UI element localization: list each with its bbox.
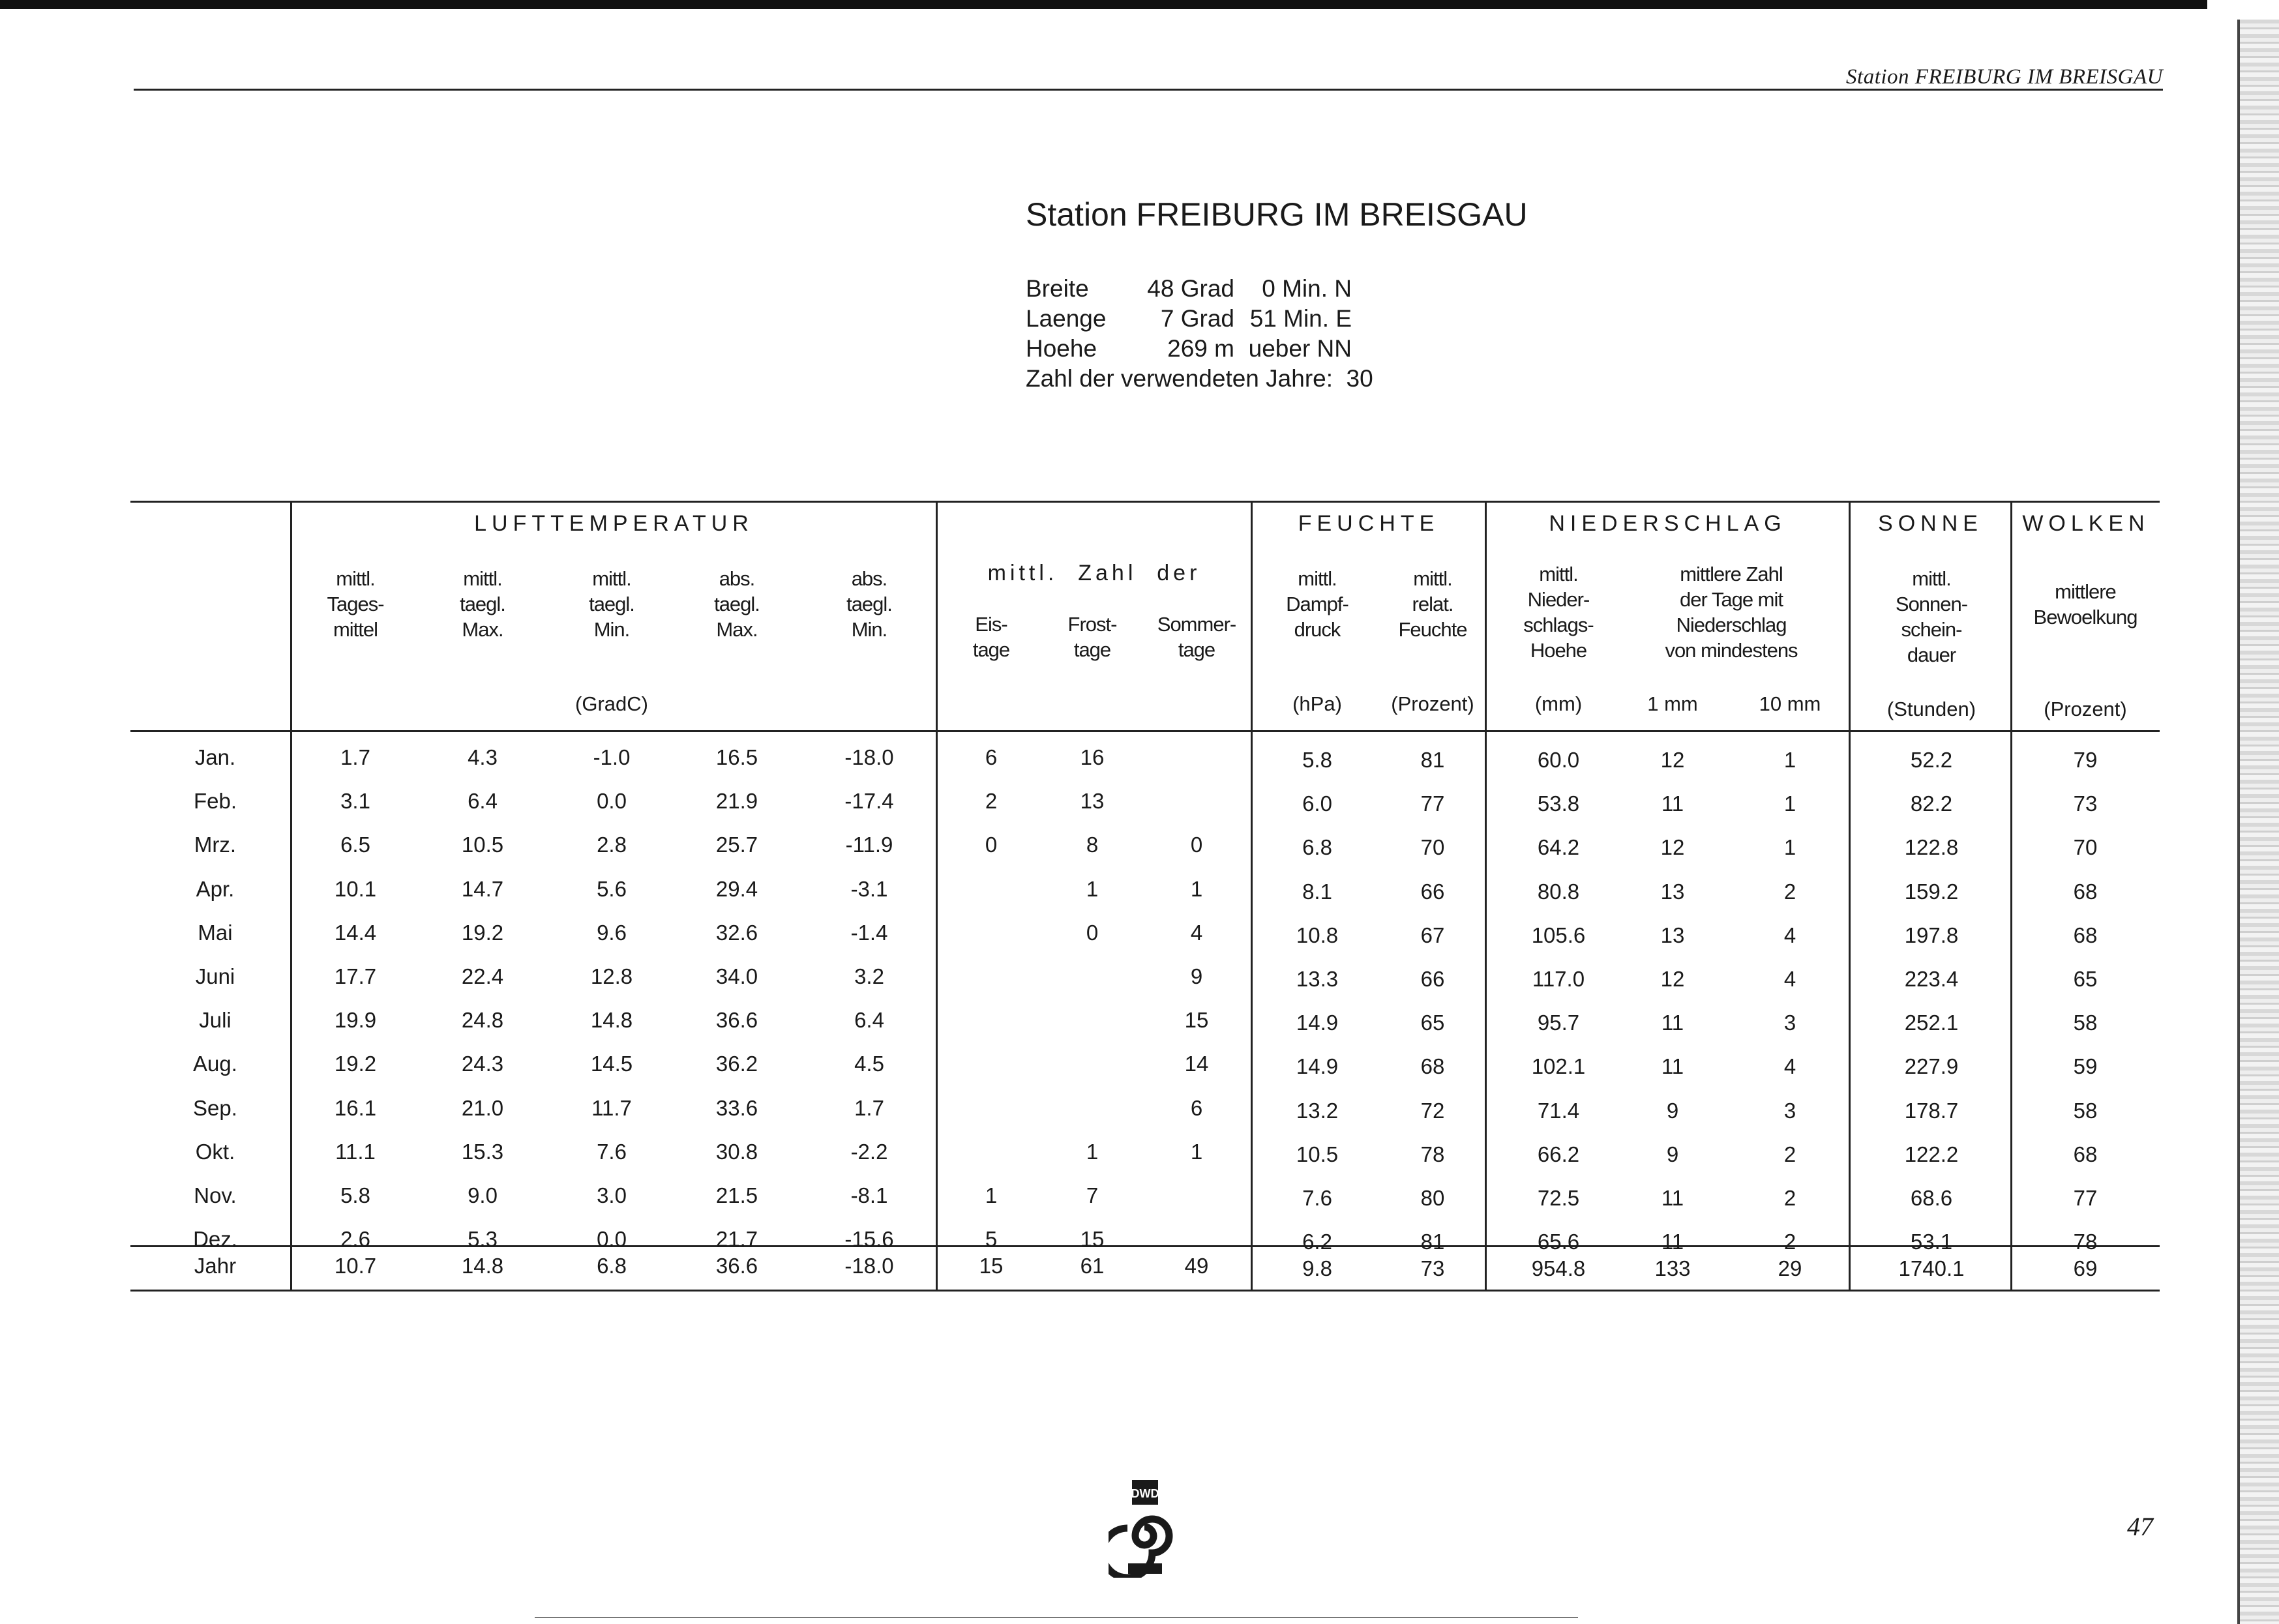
climate-table bbox=[130, 501, 2160, 1296]
altitude-label: Hoehe bbox=[1026, 335, 1097, 362]
table-cell: 14.9 bbox=[1296, 1011, 1339, 1035]
header-line: Min. bbox=[851, 618, 887, 641]
table-cell: 0 bbox=[1086, 920, 1099, 945]
header-line: von mindestens bbox=[1665, 639, 1798, 662]
table-cell: 0 bbox=[1190, 833, 1203, 857]
table-cell: -1.4 bbox=[850, 920, 888, 945]
table-cell: 73 bbox=[2073, 791, 2098, 816]
table-cell: 81 bbox=[1420, 748, 1445, 772]
month-label: Aug. bbox=[193, 1052, 237, 1076]
table-cell: 15 bbox=[1184, 1008, 1209, 1033]
table-cell: 4 bbox=[1783, 923, 1796, 947]
table-cell: 32.6 bbox=[715, 920, 758, 945]
table-cell: 13 bbox=[1660, 923, 1685, 947]
table-cell: 4.5 bbox=[854, 1052, 884, 1076]
header-line: relat. bbox=[1412, 593, 1453, 615]
table-cell: 1 bbox=[1086, 876, 1099, 901]
latitude-minutes: 0 Min. N bbox=[1262, 275, 1352, 302]
table-cell: 7 bbox=[1086, 1183, 1099, 1207]
month-label: Dez. bbox=[193, 1227, 237, 1252]
table-cell: 6.4 bbox=[468, 789, 498, 814]
unit-stunden: (Stunden) bbox=[1886, 698, 1976, 720]
table-cell: 9.6 bbox=[597, 920, 627, 945]
table-cell: 10.8 bbox=[1296, 923, 1339, 947]
table-cell: 1 bbox=[1190, 1139, 1203, 1164]
unit-mm: (mm) bbox=[1534, 692, 1583, 715]
longitude-label: Laenge bbox=[1026, 305, 1107, 332]
table-cell: 159.2 bbox=[1904, 879, 1959, 904]
month-label: Jan. bbox=[194, 745, 236, 769]
unit-temp: (GradC) bbox=[575, 692, 648, 715]
table-cell: 24.3 bbox=[461, 1052, 504, 1076]
table-cell: -1.0 bbox=[593, 745, 631, 769]
dwd-logo bbox=[1109, 1480, 1180, 1578]
header-line: Dampf- bbox=[1286, 593, 1348, 615]
header-line: mittlere Zahl bbox=[1680, 563, 1783, 585]
table-cell: 16.5 bbox=[715, 745, 758, 769]
table-cell: 58 bbox=[2073, 1011, 2098, 1035]
header-line: Sonnen- bbox=[1895, 593, 1968, 615]
table-cell: 0.0 bbox=[597, 789, 627, 814]
table-cell: 2 bbox=[1783, 1186, 1796, 1210]
table-cell: 4 bbox=[1190, 920, 1203, 945]
table-cell: 68 bbox=[2073, 1142, 2098, 1166]
month-label: Sep. bbox=[193, 1095, 237, 1120]
table-cell: 5.8 bbox=[340, 1183, 370, 1207]
table-cell: 14.8 bbox=[590, 1008, 633, 1033]
header-line: Hoehe bbox=[1530, 639, 1587, 662]
total-cell: 14.8 bbox=[461, 1254, 504, 1278]
table-cell: 4 bbox=[1783, 1054, 1796, 1079]
header-line: mittl. bbox=[1539, 563, 1578, 585]
table-cell: 3 bbox=[1783, 1098, 1796, 1123]
header-line: abs. bbox=[719, 567, 755, 590]
table-cell: 21.9 bbox=[715, 789, 758, 814]
month-label: Nov. bbox=[194, 1183, 237, 1207]
table-cell: 21.5 bbox=[715, 1183, 758, 1207]
header-line: druck bbox=[1294, 618, 1341, 641]
table-cell: 71.4 bbox=[1537, 1098, 1580, 1123]
table-cell: 252.1 bbox=[1904, 1011, 1959, 1035]
table-cell: 16.1 bbox=[334, 1095, 377, 1120]
footer-rule bbox=[535, 1617, 1578, 1618]
table-cell: 14.9 bbox=[1296, 1054, 1339, 1079]
table-cell: 4.3 bbox=[468, 745, 498, 769]
table-cell: -18.0 bbox=[844, 745, 894, 769]
table-cell: 3.0 bbox=[597, 1183, 627, 1207]
header-line: dauer bbox=[1907, 643, 1956, 666]
table-cell: 178.7 bbox=[1904, 1098, 1959, 1123]
table-cell: 10.5 bbox=[461, 833, 504, 857]
altitude-reference: ueber NN bbox=[1248, 335, 1352, 362]
header-line: schlags- bbox=[1523, 613, 1594, 636]
table-cell: 80.8 bbox=[1537, 879, 1580, 904]
table-cell: 68.6 bbox=[1910, 1186, 1953, 1210]
header-line: mittl. bbox=[1298, 567, 1337, 590]
header-line: Nieder- bbox=[1527, 588, 1590, 611]
table-cell: -15.6 bbox=[844, 1227, 894, 1252]
table-cell: -8.1 bbox=[850, 1183, 888, 1207]
table-cell: 122.2 bbox=[1904, 1142, 1959, 1166]
table-cell: 16 bbox=[1080, 745, 1105, 769]
total-cell: 29 bbox=[1778, 1256, 1802, 1280]
table-cell: 60.0 bbox=[1537, 748, 1580, 772]
table-cell: 12 bbox=[1660, 748, 1685, 772]
header-bewoelkung bbox=[2007, 579, 2164, 630]
table-cell: 2.6 bbox=[340, 1227, 370, 1252]
header-line: mittlere bbox=[2055, 580, 2116, 603]
latitude-degrees: 48 Grad bbox=[1147, 275, 1234, 302]
table-cell: 0 bbox=[985, 833, 998, 857]
table-cell: 64.2 bbox=[1537, 835, 1580, 860]
table-cell: 2 bbox=[1783, 1142, 1796, 1166]
header-line: mittl. bbox=[1912, 567, 1951, 590]
table-cell: 14 bbox=[1184, 1052, 1209, 1076]
table-cell: 5.3 bbox=[468, 1227, 498, 1252]
total-cell: 15 bbox=[979, 1254, 1004, 1278]
total-cell: 36.6 bbox=[715, 1254, 758, 1278]
table-cell: 80 bbox=[1420, 1186, 1445, 1210]
station-info bbox=[1026, 274, 1373, 394]
total-cell: 10.7 bbox=[334, 1254, 377, 1278]
table-cell: 11 bbox=[1661, 1186, 1684, 1210]
table-cell: 67 bbox=[1420, 923, 1445, 947]
logo-text: DWD bbox=[1131, 1487, 1159, 1500]
header-line: Sommer- bbox=[1157, 613, 1236, 636]
group-sonne: SONNE bbox=[1878, 511, 1983, 536]
latitude-row bbox=[1026, 274, 1373, 304]
table-cell: 12 bbox=[1660, 967, 1685, 991]
table-cell: 25.7 bbox=[715, 833, 758, 857]
unit-prozent-wolken: (Prozent) bbox=[2044, 698, 2127, 720]
table-cell: 53.1 bbox=[1910, 1230, 1953, 1254]
table-cell: 122.8 bbox=[1904, 835, 1959, 860]
total-cell: -18.0 bbox=[844, 1254, 894, 1278]
table-cell: 72 bbox=[1420, 1098, 1445, 1123]
table-cell: 12.8 bbox=[590, 964, 633, 988]
table-cell: 1.7 bbox=[854, 1095, 884, 1120]
table-cell: 78 bbox=[2073, 1230, 2098, 1254]
table-cell: -11.9 bbox=[845, 833, 893, 857]
table-cell: 53.8 bbox=[1537, 791, 1580, 816]
table-cell: -3.1 bbox=[850, 876, 888, 901]
table-cell: 6.4 bbox=[854, 1008, 884, 1033]
table-cell: 4 bbox=[1783, 967, 1796, 991]
table-cell: 22.4 bbox=[461, 964, 504, 988]
table-cell: 65.6 bbox=[1537, 1230, 1580, 1254]
longitude-degrees: 7 Grad bbox=[1160, 305, 1234, 332]
header-line: Eis- bbox=[975, 613, 1007, 636]
table-cell: 8 bbox=[1086, 833, 1099, 857]
table-cell: 6.0 bbox=[1302, 791, 1332, 816]
table-cell: 105.6 bbox=[1531, 923, 1586, 947]
table-cell: 5.8 bbox=[1302, 748, 1332, 772]
table-cell: 3 bbox=[1783, 1011, 1796, 1035]
header-line: Max. bbox=[462, 618, 503, 641]
table-cell: 1.7 bbox=[340, 745, 370, 769]
table-cell: 68 bbox=[2073, 879, 2098, 904]
unit-prozent-feuchte: (Prozent) bbox=[1391, 692, 1474, 715]
table-top-rule bbox=[130, 501, 2160, 503]
table-cell: 197.8 bbox=[1904, 923, 1959, 947]
page-number: 47 bbox=[2127, 1512, 2153, 1541]
table-cell: 65 bbox=[2073, 967, 2098, 991]
table-cell: 21.7 bbox=[715, 1227, 758, 1252]
group-niederschlag: NIEDERSCHLAG bbox=[1549, 511, 1787, 536]
table-cell: 95.7 bbox=[1537, 1011, 1580, 1035]
table-cell: 59 bbox=[2073, 1054, 2098, 1079]
table-cell: 12 bbox=[1660, 835, 1685, 860]
table-cell: 70 bbox=[1420, 835, 1445, 860]
table-cell: 66 bbox=[1420, 879, 1445, 904]
table-cell: 1 bbox=[985, 1183, 998, 1207]
table-cell: 68 bbox=[1420, 1054, 1445, 1079]
table-cell: 11.7 bbox=[591, 1095, 632, 1120]
scan-right-edge bbox=[2237, 20, 2279, 1624]
table-cell: 227.9 bbox=[1904, 1054, 1959, 1079]
table-cell: -17.4 bbox=[844, 789, 894, 814]
table-cell: 30.8 bbox=[715, 1139, 758, 1164]
table-cell: 1 bbox=[1783, 748, 1796, 772]
table-cell: 78 bbox=[1420, 1142, 1445, 1166]
table-cell: 13 bbox=[1660, 879, 1685, 904]
header-line: mittel bbox=[333, 618, 378, 641]
month-label: Feb. bbox=[193, 789, 237, 814]
header-line: Bewoelkung bbox=[2033, 606, 2137, 628]
month-label: Okt. bbox=[195, 1139, 235, 1164]
separator-niederschlag bbox=[1849, 501, 1851, 1292]
header-line: taegl. bbox=[846, 593, 892, 615]
total-cell: 49 bbox=[1184, 1254, 1209, 1278]
table-cell: 11 bbox=[1661, 1230, 1684, 1254]
table-cell: 3.2 bbox=[854, 964, 884, 988]
table-header-rule bbox=[130, 730, 2160, 732]
latitude-label: Breite bbox=[1026, 275, 1089, 302]
total-cell: 61 bbox=[1080, 1254, 1105, 1278]
table-cell: 5.6 bbox=[597, 876, 627, 901]
table-cell: 1 bbox=[1783, 835, 1796, 860]
table-cell: 6 bbox=[985, 745, 998, 769]
header-line: Min. bbox=[593, 618, 630, 641]
table-cell: 17.7 bbox=[334, 964, 377, 988]
total-cell: 954.8 bbox=[1531, 1256, 1586, 1280]
table-cell: 6 bbox=[1190, 1095, 1203, 1120]
years-row bbox=[1026, 364, 1373, 394]
table-cell: 19.2 bbox=[334, 1052, 377, 1076]
table-cell: 14.5 bbox=[590, 1052, 633, 1076]
group-lufttemperatur: LUFTTEMPERATUR bbox=[474, 511, 754, 536]
header-line: taegl. bbox=[714, 593, 760, 615]
table-cell: 7.6 bbox=[597, 1139, 627, 1164]
header-line: Max. bbox=[716, 618, 758, 641]
header-line: Frost- bbox=[1067, 613, 1117, 636]
table-cell: 15.3 bbox=[461, 1139, 504, 1164]
table-cell: 2 bbox=[985, 789, 998, 814]
header-sonnenschein bbox=[1853, 566, 2010, 668]
table-cell: 81 bbox=[1420, 1230, 1445, 1254]
table-cell: 6.8 bbox=[1302, 835, 1332, 860]
scan-top-edge bbox=[0, 0, 2279, 9]
page-title: Station FREIBURG IM BREISGAU bbox=[1026, 196, 1528, 233]
group-mittl-zahl: mittl. Zahl der bbox=[987, 561, 1201, 585]
header-line: tage bbox=[1073, 638, 1111, 661]
total-cell: 73 bbox=[1420, 1256, 1445, 1280]
table-cell: 7.6 bbox=[1302, 1186, 1332, 1210]
table-cell: 102.1 bbox=[1531, 1054, 1586, 1079]
month-label: Apr. bbox=[196, 876, 235, 901]
years-text: Zahl der verwendeten Jahre: 30 bbox=[1026, 365, 1373, 392]
table-cell: 5 bbox=[985, 1227, 998, 1252]
header-line: Tages- bbox=[327, 593, 384, 615]
header-tage-mit bbox=[1650, 561, 1813, 663]
unit-hpa: (hPa) bbox=[1292, 692, 1342, 715]
table-cell: 15 bbox=[1080, 1227, 1105, 1252]
table-cell: 52.2 bbox=[1910, 748, 1953, 772]
header-niederschlag bbox=[1480, 561, 1637, 663]
table-cell: 36.6 bbox=[715, 1008, 758, 1033]
table-cell: 29.4 bbox=[715, 876, 758, 901]
table-cell: 3.1 bbox=[340, 789, 370, 814]
month-label: Mrz. bbox=[194, 833, 237, 857]
table-cell: 77 bbox=[1420, 791, 1445, 816]
table-cell: 6.2 bbox=[1302, 1230, 1332, 1254]
table-cell: 1 bbox=[1086, 1139, 1099, 1164]
header-line: mittl. bbox=[463, 567, 502, 590]
unit-mm10: 10 mm bbox=[1759, 692, 1821, 715]
table-cell: 9.0 bbox=[468, 1183, 498, 1207]
header-rule bbox=[134, 89, 2163, 91]
group-feuchte: FEUCHTE bbox=[1298, 511, 1440, 536]
month-label: Mai bbox=[198, 920, 233, 945]
table-cell: 19.9 bbox=[334, 1008, 377, 1033]
table-cell: -2.2 bbox=[850, 1139, 888, 1164]
table-cell: 9 bbox=[1666, 1142, 1679, 1166]
table-cell: 9 bbox=[1190, 964, 1203, 988]
header-line: abs. bbox=[851, 567, 887, 590]
table-cell: 9 bbox=[1666, 1098, 1679, 1123]
header-line: mittl. bbox=[1413, 567, 1452, 590]
table-cell: 1 bbox=[1190, 876, 1203, 901]
header-line: mittl. bbox=[592, 567, 631, 590]
longitude-row bbox=[1026, 304, 1373, 334]
table-cell: 65 bbox=[1420, 1011, 1445, 1035]
total-cell: 9.8 bbox=[1302, 1256, 1332, 1280]
total-label: Jahr bbox=[194, 1254, 237, 1278]
table-cell: 72.5 bbox=[1537, 1186, 1580, 1210]
table-bottom-rule bbox=[130, 1290, 2160, 1292]
header-line: mittl. bbox=[336, 567, 375, 590]
table-cell: 10.1 bbox=[334, 876, 377, 901]
altitude-row bbox=[1026, 334, 1373, 364]
group-wolken: WOLKEN bbox=[2022, 511, 2150, 536]
table-cell: 2 bbox=[1783, 1230, 1796, 1254]
running-head: Station FREIBURG IM BREISGAU bbox=[1846, 65, 2163, 89]
total-cell: 69 bbox=[2073, 1256, 2098, 1280]
altitude-value: 269 m bbox=[1167, 335, 1234, 362]
table-cell: 1 bbox=[1783, 791, 1796, 816]
header-line: Niederschlag bbox=[1676, 613, 1787, 636]
table-cell: 36.2 bbox=[715, 1052, 758, 1076]
table-cell: 33.6 bbox=[715, 1095, 758, 1120]
table-cell: 2.8 bbox=[597, 833, 627, 857]
header-line: Feuchte bbox=[1398, 618, 1467, 641]
table-cell: 6.5 bbox=[340, 833, 370, 857]
table-cell: 11 bbox=[1661, 1011, 1684, 1035]
header-line: tage bbox=[972, 638, 1010, 661]
table-cell: 58 bbox=[2073, 1098, 2098, 1123]
table-cell: 66.2 bbox=[1537, 1142, 1580, 1166]
month-label: Juni bbox=[195, 964, 235, 988]
header-line: schein- bbox=[1901, 618, 1962, 641]
total-cell: 1740.1 bbox=[1898, 1256, 1965, 1280]
table-cell: 223.4 bbox=[1904, 967, 1959, 991]
table-cell: 8.1 bbox=[1302, 879, 1332, 904]
table-cell: 82.2 bbox=[1910, 791, 1953, 816]
header-line: taegl. bbox=[460, 593, 505, 615]
table-cell: 117.0 bbox=[1532, 967, 1585, 991]
unit-mm1: 1 mm bbox=[1647, 692, 1698, 715]
table-cell: 11.1 bbox=[335, 1139, 376, 1164]
table-cell: 13.3 bbox=[1296, 967, 1339, 991]
table-cell: 34.0 bbox=[715, 964, 758, 988]
table-cell: 13 bbox=[1080, 789, 1105, 814]
table-cell: 13.2 bbox=[1296, 1098, 1339, 1123]
table-cell: 11 bbox=[1661, 791, 1684, 816]
table-cell: 19.2 bbox=[461, 920, 504, 945]
header-line: der Tage mit bbox=[1679, 588, 1783, 611]
header-line: taegl. bbox=[589, 593, 634, 615]
table-cell: 11 bbox=[1661, 1054, 1684, 1079]
longitude-minutes: 51 Min. E bbox=[1249, 305, 1352, 332]
table-cell: 14.7 bbox=[461, 876, 504, 901]
table-cell: 10.5 bbox=[1296, 1142, 1339, 1166]
table-cell: 21.0 bbox=[461, 1095, 504, 1120]
header-line: tage bbox=[1178, 638, 1215, 661]
table-cell: 2 bbox=[1783, 879, 1796, 904]
month-label: Juli bbox=[199, 1008, 231, 1033]
table-cell: 14.4 bbox=[334, 920, 377, 945]
table-cell: 68 bbox=[2073, 923, 2098, 947]
total-cell: 6.8 bbox=[597, 1254, 627, 1278]
total-cell: 133 bbox=[1654, 1256, 1691, 1280]
table-cell: 66 bbox=[1420, 967, 1445, 991]
table-cell: 24.8 bbox=[461, 1008, 504, 1033]
table-cell: 0.0 bbox=[597, 1227, 627, 1252]
table-cell: 70 bbox=[2073, 835, 2098, 860]
table-cell: 79 bbox=[2073, 748, 2098, 772]
table-cell: 77 bbox=[2073, 1186, 2098, 1210]
